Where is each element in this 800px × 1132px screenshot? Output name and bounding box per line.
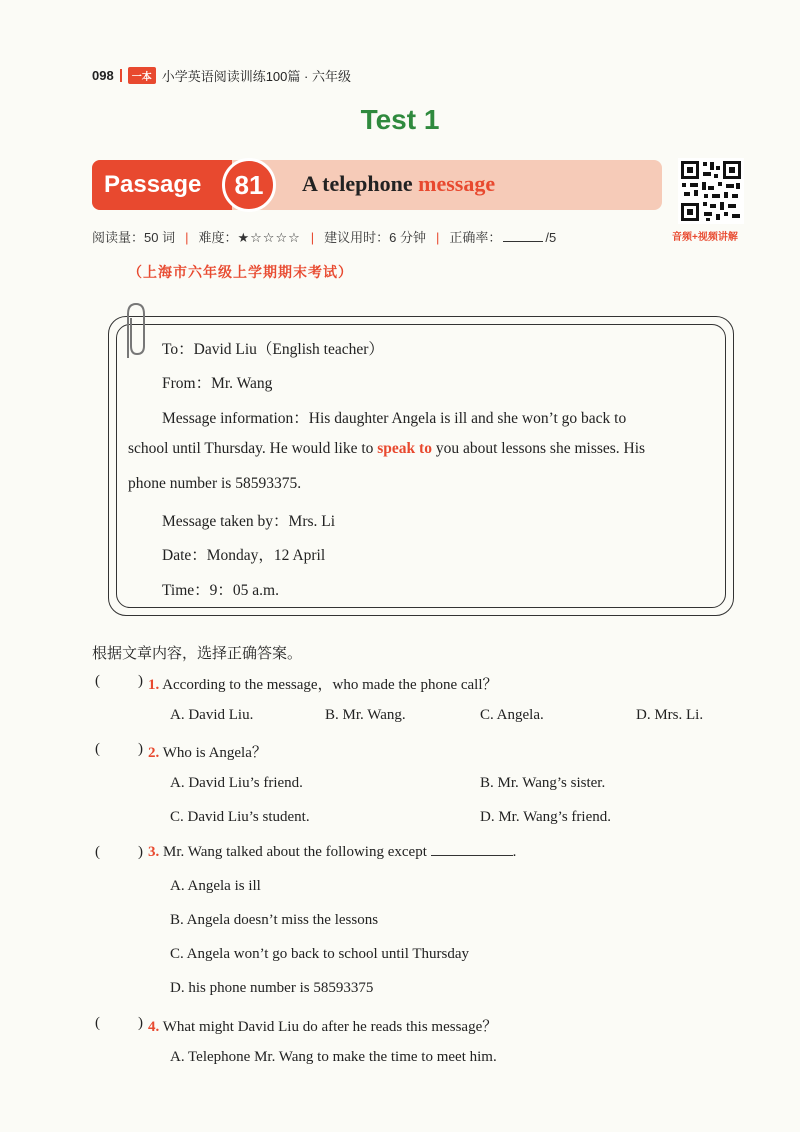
test-title: Test 1 [360,104,440,135]
message-time: Time：9：05 a.m. [162,582,279,599]
option-1b[interactable]: B. Mr. Wang. [325,707,406,723]
question-text: What might David Liu do after he reads this message？ [162,1019,498,1035]
message-info-text-a: school until Thursday. He would like to [128,440,378,457]
highlight-phrase: speak to [377,440,432,457]
message-info-line-2 [128,440,645,458]
question-text: Who is Angela？ [162,745,267,761]
brand-logo: 一本 [128,67,156,84]
question-3 [148,844,516,861]
option-1a[interactable]: A. David Liu. [170,707,254,723]
question-text: According to the message，who made the phone call？ [162,677,498,693]
answer-blank-1[interactable] [102,670,138,692]
passage-title-main: A telephone [302,171,413,196]
question-2 [148,741,267,762]
passage-number: 81 [222,158,276,212]
info-separator: | [310,230,315,245]
message-from: From：Mr. Wang [162,375,273,392]
difficulty-stars: ★☆☆☆☆ [237,230,301,245]
passage-tag: Passage [92,160,232,210]
accuracy-blank[interactable] [503,241,543,242]
message-info-line-3: phone number is 58593375. [128,475,302,492]
accuracy-total: /5 [545,230,557,245]
info-separator: | [185,230,189,245]
word-count: 阅读量：50 词 [92,230,176,245]
answer-paren-close: ) [138,1015,143,1031]
message-box-inner [116,324,726,608]
message-date: Date：Monday，12 April [162,547,326,564]
question-4 [148,1015,497,1036]
answer-paren-close: ) [138,844,143,860]
option-1d[interactable]: D. Mrs. Li. [636,707,704,723]
fill-blank[interactable] [431,855,513,856]
page-number: 098 [92,68,114,83]
question-text-end: . [512,844,517,860]
option-2a[interactable]: A. David Liu’s friend. [170,775,303,791]
question-number: 1. [148,677,160,693]
instruction: 根据文章内容，选择正确答案。 [92,646,303,662]
question-text: Mr. Wang talked about the following except [163,844,427,860]
paperclip-icon [118,300,152,362]
answer-paren-open: ( [95,1015,100,1031]
option-3a[interactable]: A. Angela is ill [170,878,261,894]
answer-paren-open: ( [95,844,100,860]
qr-caption: 音频+视频讲解 [672,232,738,243]
option-2b[interactable]: B. Mr. Wang’s sister. [480,775,606,791]
accuracy-label: 正确率： [449,230,502,245]
message-taken-by: Message taken by：Mrs. Li [162,513,336,530]
answer-blank-3[interactable] [102,841,138,863]
answer-paren-open: ( [95,673,100,689]
option-3d[interactable]: D. his phone number is 58593375 [170,980,374,996]
passage-title-highlight: message [418,171,496,196]
message-info-line-1: Message information：His daughter Angela is ill and she won’t go back to [162,410,627,427]
question-number: 2. [148,745,160,761]
message-to: To：David Liu（English teacher） [162,341,384,358]
qr-code-icon[interactable] [678,158,744,224]
option-3c[interactable]: C. Angela won’t go back to school until Thursday [170,946,469,962]
option-4a[interactable]: A. Telephone Mr. Wang to make the time to meet him. [170,1049,497,1065]
page-header [92,66,351,85]
question-1 [148,673,498,694]
option-2d[interactable]: D. Mr. Wang’s friend. [480,809,612,825]
option-1c[interactable]: C. Angela. [480,707,544,723]
passage-title [302,171,495,197]
answer-paren-close: ) [138,741,143,757]
reading-info [92,227,556,246]
answer-paren-open: ( [95,741,100,757]
question-number: 3. [148,844,160,860]
answer-paren-close: ) [138,673,143,689]
option-2c[interactable]: C. David Liu’s student. [170,809,310,825]
source-note: （上海市六年级上学期期末考试） [128,264,353,280]
answer-blank-2[interactable] [102,738,138,760]
difficulty-label: 难度： [198,230,238,245]
answer-blank-4[interactable] [102,1012,138,1034]
question-number: 4. [148,1019,160,1035]
message-info-text-b: you about lessons she misses. His [431,440,646,457]
info-separator: | [436,230,440,245]
header-divider [120,69,122,82]
book-title: 小学英语阅读训练100篇 · 六年级 [161,69,351,84]
option-3b[interactable]: B. Angela doesn’t miss the lessons [170,912,379,928]
suggested-time: 建议用时：6 分钟 [324,230,426,245]
